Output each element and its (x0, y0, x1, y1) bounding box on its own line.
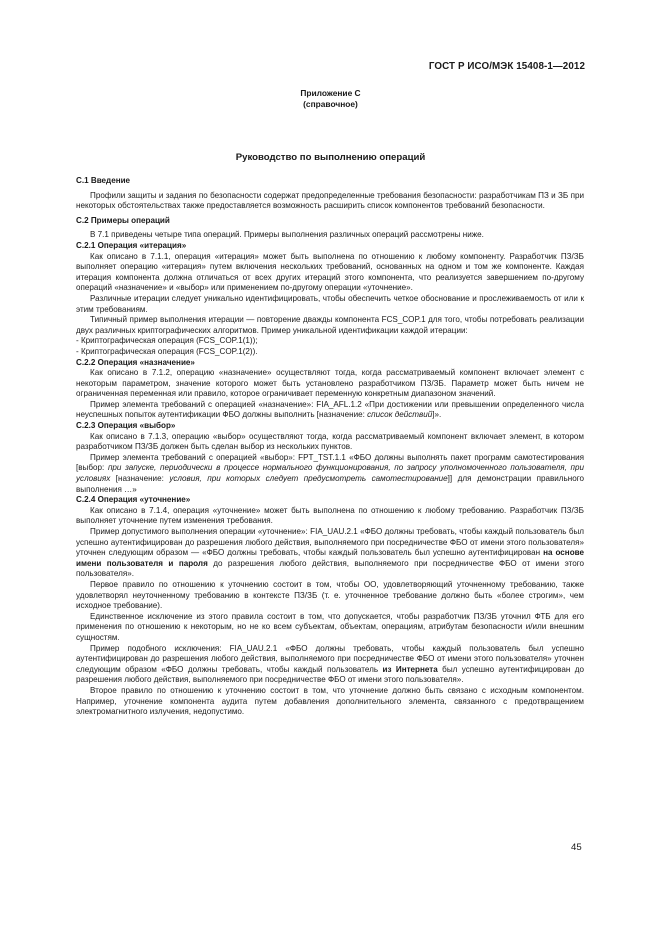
bold-run: из Интернета (382, 664, 438, 674)
paragraph-exception-example (76, 644, 584, 686)
text-run: Пример элемента требований с операцией «назначение»: FIA_AFL.1.2 «При достижении или превышении определенного числа неуспешных попыток аутентификации ФБО должны выполнить [назначение: (76, 399, 584, 420)
subsection-heading-assignment: С.2.2 Операция «назначение» (76, 357, 195, 367)
paragraph: В 7.1 приведены четыре типа операций. Примеры выполнения различных операций рассмотрены ниже. (90, 230, 484, 240)
section-heading-c2: С.2 Примеры операций (76, 215, 170, 225)
section-heading-c1: С.1 Введение (76, 176, 131, 185)
italic-run: при запуске, периодически в процессе нормального функционирования, по запросу уполномоченного пользователя, при условиях (76, 463, 584, 484)
paragraph-selection-example (76, 453, 584, 495)
bold-run: на основе имени пользователя и пароля (76, 548, 585, 568)
annex-note: (справочное) (303, 99, 358, 109)
paragraph-assignment-example (76, 400, 584, 421)
text-run: Пример элемента требований с операцией «выбор»: FPT_TST.1.1 «ФБО должны выполнять пакет программ самотестирования [выбор: (76, 452, 584, 473)
paragraph: Как описано в 7.1.4, операция «уточнение» может быть выполнена по отношению к любому требованию. Разработчик ПЗ/ЗБ выполняет уточнение путем изменения требования. (76, 505, 584, 526)
text-run: ]». (432, 410, 442, 420)
subsection-heading-iteration: С.2.1 Операция «итерация» (76, 240, 187, 250)
text-run: Пример подобного исключения: FIA_UAU.2.1 «ФБО должны требовать, чтобы каждый пользователь был успешно аутентифицирован до разрешения любого действия, выполняемого при посредничестве ФБО от имени этого пользователя» уточнен следующим образом «ФБО должны требовать, чтобы каждый пользователь (76, 643, 584, 674)
paragraph: Первое правило по отношению к уточнению состоит в том, чтобы ОО, удовлетворяющий уточненному требованию, также удовлетворял неуточненному требованию в контексте ПЗ/ЗБ (т. е. уточненное требование должно быть «более строгим», чем исходное требование). (76, 579, 584, 611)
paragraph-refinement-example (76, 527, 584, 580)
paragraph: Различные итерации следует уникально идентифицировать, чтобы обеспечить четкое обоснование и прослеживаемость от или к этим требованиям. (76, 293, 584, 314)
subsection-heading-refinement: С.2.4 Операция «уточнение» (76, 495, 191, 505)
text-run: [назначение: (110, 474, 170, 484)
text-run: до разрешения любого действия, выполняемого при посредничестве ФБО от имени этого пользователя». (76, 558, 584, 579)
paragraph: Как описано в 7.1.3, операцию «выбор» осуществляют тогда, когда рассматриваемый компонент включает элемент, в котором разработчиком ПЗ/ЗБ должен быть сделан выбор из нескольких пунктов. (76, 431, 584, 452)
list-item: - Криптографическая операция (FCS_COP.1(1)); (76, 336, 258, 346)
document-body (76, 176, 584, 718)
text-run: ]] для демонстрации правильного выполнения …» (76, 474, 584, 494)
paragraph: Единственное исключение из этого правила состоит в том, что допускается, чтобы разработчик ПЗ/ЗБ уточнил ФТБ для его применения по отношению к некоторым, но не ко всем субъектам, объектам, операциям, атрибутам безопасности и/или внешним сущностям. (76, 611, 584, 642)
annex-title: Приложение С (300, 88, 361, 98)
italic-run: условия, при которых следует предусмотреть самотестирование (169, 474, 448, 484)
paragraph: Как описано в 7.1.2, операцию «назначение» осуществляют тогда, когда рассматриваемый компонент включает элемент с некоторым параметром, значение которого может быть установлено разработчиком ПЗ/ЗБ. Параметр может быть ничем не ограниченная переменная или правило, которое ограничивает переменную конкретным диапазоном значений. (76, 368, 584, 399)
document-title: Руководство по выполнению операций (235, 152, 426, 163)
paragraph: Как описано в 7.1.1, операция «итерация» может быть выполнена по отношению к любому компоненту. Разработчик ПЗ/ЗБ выполняет операцию «итерация» путем включения нескольких требований, основанных на одном и том же компоненте. Каждая итерация компонента должна отличаться от всех других итераций этого компонента, что реализуется завершением по-другому операций «назначение» и «выбор» или применением по-другому операции «уточнение». (76, 251, 584, 293)
paragraph: Второе правило по отношению к уточнению состоит в том, что уточнение должно быть связано с исходным компонентом. Например, уточнение компонента аудита путем добавления дополнительного элемента, связанного с предотвращением электромагнитного излучения, недопустимо. (76, 685, 584, 717)
list-item: - Криптографическая операция (FCS_COP.1(2)). (76, 346, 258, 356)
subsection-heading-selection: С.2.3 Операция «выбор» (76, 421, 176, 431)
annex-heading (0, 88, 661, 110)
page-number: 45 (571, 842, 582, 853)
text-run: Пример допустимого выполнения операции «уточнение»: FIA_UAU.2.1 «ФБО должны требовать, чтобы каждый пользователь был успешно аутентифицирован до разрешения любого действия, выполняемого при посредничестве ФБО от имени этого пользователя» уточнен следующим образом — «ФБО должны требовать, чтобы каждый пользователь был успешно аутентифицирован (76, 527, 584, 558)
standard-designation: ГОСТ Р ИСО/МЭК 15408-1—2012 (428, 61, 585, 72)
italic-run: список действий (367, 410, 433, 420)
text-run: был успешно аутентифицирован до разрешения любого действия, выполняемого при посредничестве ФБО от имени этого пользователя». (76, 664, 584, 685)
paragraph: Типичный пример выполнения итерации — повторение дважды компонента FCS_COP.1 для того, чтобы потребовать реализации двух различных криптографических алгоритмов. Пример уникальной идентификации каждой итерации: (76, 315, 584, 335)
paragraph: Профили защиты и задания по безопасности содержат предопределенные требования безопасности: разработчикам ПЗ и ЗБ при некоторых обстоятельствах также предоставляется возможность расширить список компонентов требований безопасности. (76, 190, 584, 211)
